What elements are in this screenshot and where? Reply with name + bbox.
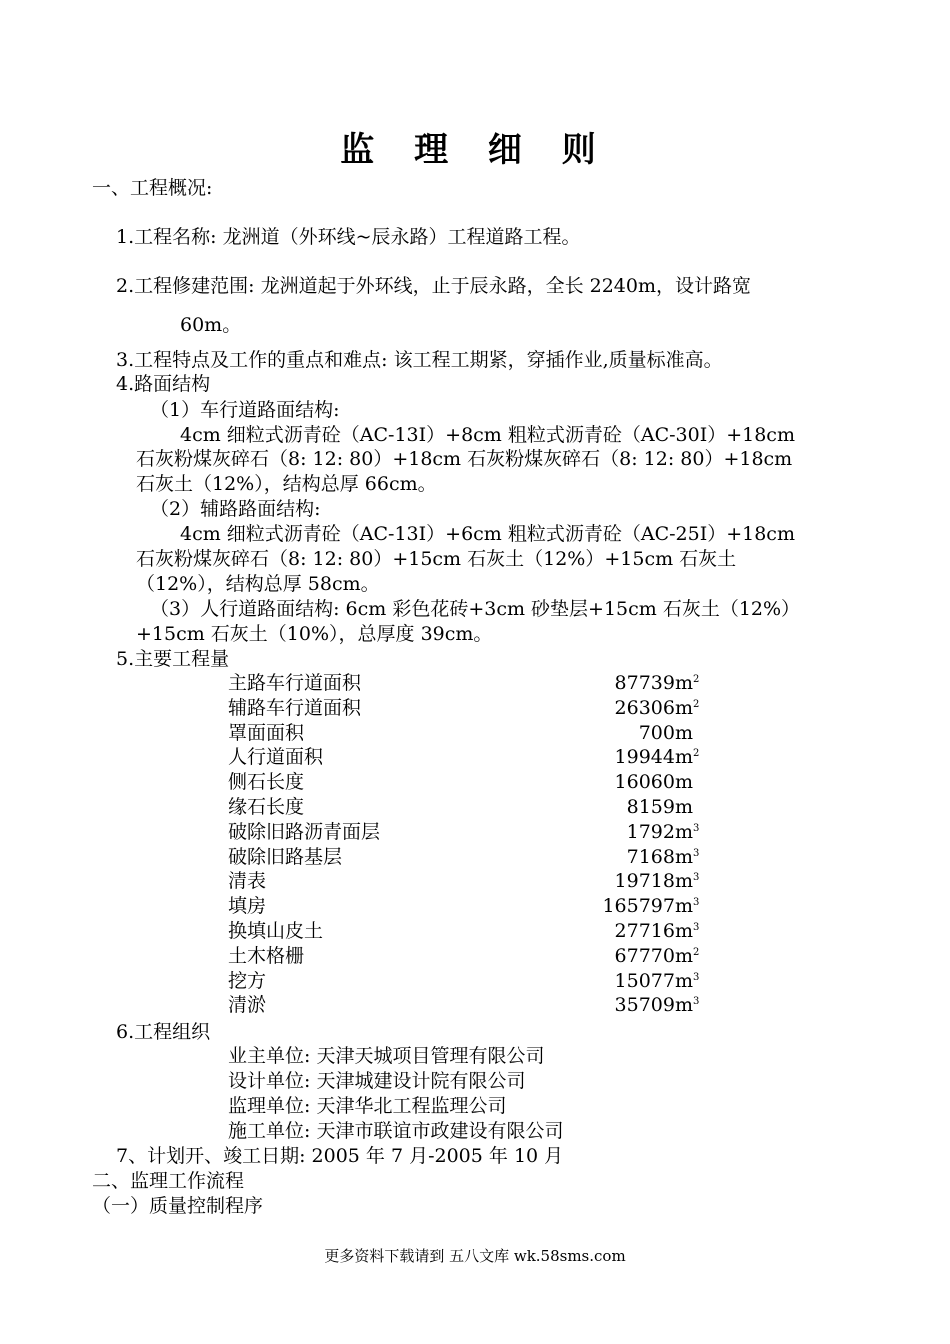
quantity-item-name: 破除旧路沥青面层 bbox=[228, 821, 381, 843]
roadway-structure-heading: （1）车行道路面结构: bbox=[150, 399, 340, 421]
quantity-item-value: $35709m^3$ bbox=[614, 994, 700, 1016]
quality-control-procedure: （一）质量控制程序 bbox=[92, 1195, 264, 1217]
quantity-value-text: 26306m bbox=[614, 697, 693, 719]
quantity-item-value: $27716m^3$ bbox=[614, 920, 700, 942]
quantity-item-name: 辅路车行道面积 bbox=[228, 697, 362, 719]
quantity-item-value: $19718m^3$ bbox=[614, 870, 700, 892]
quantity-item-value bbox=[615, 770, 700, 794]
quantity-item-name: 填房 bbox=[228, 895, 267, 917]
auxiliary-road-line1: 4cm 细粒式沥青砼（AC-13Ⅰ）+6cm 粗粒式沥青砼（AC-25Ⅰ）+18cm bbox=[180, 523, 795, 545]
quantity-value-text: 27716m bbox=[614, 920, 693, 942]
quantity-item-name: 挖方 bbox=[228, 970, 267, 992]
quantity-item-value: $15077m^3$ bbox=[614, 970, 700, 992]
organization-heading: 6.工程组织 bbox=[116, 1021, 211, 1043]
auxiliary-road-heading: （2）辅路路面结构: bbox=[150, 498, 321, 520]
main-quantities-heading: 5.主要工程量 bbox=[116, 648, 230, 670]
section-heading-workflow: 二、监理工作流程 bbox=[92, 1170, 245, 1192]
quantity-value-text: 19718m bbox=[614, 870, 693, 892]
footer-download-note: 更多资料下载请到 五八文库 wk.58sms.com bbox=[324, 1247, 626, 1265]
quantity-item-name: 主路车行道面积 bbox=[228, 672, 362, 694]
project-name: 1.工程名称: 龙洲道（外环线~辰永路）工程道路工程。 bbox=[116, 226, 581, 248]
auxiliary-road-line3: （12%），结构总厚 58cm。 bbox=[136, 573, 380, 595]
owner-unit: 业主单位: 天津天城项目管理有限公司 bbox=[228, 1045, 545, 1067]
quantity-item-value: $87739m^2$ bbox=[614, 672, 700, 694]
quantity-value-text: 19944m bbox=[614, 746, 693, 768]
quantity-value-text: 165797m bbox=[602, 895, 693, 917]
pavement-structure-heading: 4.路面结构 bbox=[116, 373, 211, 395]
quantity-value-text: 15077m bbox=[614, 970, 693, 992]
quantity-item-name: 罩面面积 bbox=[228, 722, 305, 744]
project-scope-line2: 60m。 bbox=[180, 314, 242, 336]
quantity-item-name: 土木格栅 bbox=[228, 945, 305, 967]
schedule-dates: 7、计划开、竣工日期: 2005 年 7 月-2005 年 10 月 bbox=[116, 1145, 564, 1167]
auxiliary-road-line2: 石灰粉煤灰碎石（8: 12: 80）+15cm 石灰土（12%）+15cm 石灰土 bbox=[136, 548, 737, 570]
quantity-value-text: 8159m bbox=[626, 796, 693, 818]
page-title: 监 理 细 则 bbox=[340, 130, 610, 170]
quantity-item-name: 换填山皮土 bbox=[228, 920, 324, 942]
quantity-value-text: 35709m bbox=[614, 994, 693, 1016]
quantity-item-value: $165797m^3$ bbox=[602, 895, 700, 917]
roadway-structure-line2: 石灰粉煤灰碎石（8: 12: 80）+18cm 石灰粉煤灰碎石（8: 12: 80）+18cm bbox=[136, 448, 793, 470]
project-features: 3.工程特点及工作的重点和难点: 该工程工期紧，穿插作业,质量标准高。 bbox=[116, 349, 723, 371]
quantity-item-name: 缘石长度 bbox=[228, 796, 305, 818]
quantity-value-text: 7168m bbox=[626, 846, 693, 868]
construction-unit: 施工单位: 天津市联谊市政建设有限公司 bbox=[228, 1120, 564, 1142]
quantity-value-text: 1792m bbox=[626, 821, 693, 843]
quantity-item-name: 清淤 bbox=[228, 994, 267, 1016]
quantity-item-value: $19944m^2$ bbox=[614, 746, 700, 768]
quantity-value-text: 67770m bbox=[614, 945, 693, 967]
quantity-item-value bbox=[627, 795, 700, 819]
roadway-structure-line3: 石灰土（12%），结构总厚 66cm。 bbox=[136, 473, 437, 495]
quantity-value-text: 87739m bbox=[614, 672, 693, 694]
sidewalk-structure-line1: （3）人行道路面结构: 6cm 彩色花砖+3cm 砂垫层+15cm 石灰土（12%） bbox=[150, 598, 801, 620]
quantity-item-name: 人行道面积 bbox=[228, 746, 324, 768]
section-heading-overview: 一、工程概况: bbox=[92, 177, 213, 199]
quantity-value-text: 16060m bbox=[614, 771, 693, 793]
roadway-structure-line1: 4cm 细粒式沥青砼（AC-13Ⅰ）+8cm 粗粒式沥青砼（AC-30Ⅰ）+18cm bbox=[180, 424, 795, 446]
quantity-item-name: 清表 bbox=[228, 870, 267, 892]
quantity-item-value bbox=[639, 721, 700, 745]
supervision-unit: 监理单位: 天津华北工程监理公司 bbox=[228, 1095, 507, 1117]
quantity-item-value: $26306m^2$ bbox=[614, 697, 700, 719]
quantity-item-name: 侧石长度 bbox=[228, 771, 305, 793]
project-scope-line1: 2.工程修建范围: 龙洲道起于外环线，止于辰永路，全长 2240m，设计路宽 bbox=[116, 275, 751, 297]
quantity-item-value: $1792m^3$ bbox=[626, 821, 700, 843]
quantity-item-value: $67770m^2$ bbox=[614, 945, 700, 967]
quantity-item-value: $7168m^3$ bbox=[626, 846, 700, 868]
design-unit: 设计单位: 天津城建设计院有限公司 bbox=[228, 1070, 526, 1092]
quantity-value-text: 700m bbox=[638, 722, 693, 744]
sidewalk-structure-line2: +15cm 石灰土（10%），总厚度 39cm。 bbox=[136, 623, 493, 645]
quantity-item-name: 破除旧路基层 bbox=[228, 846, 343, 868]
